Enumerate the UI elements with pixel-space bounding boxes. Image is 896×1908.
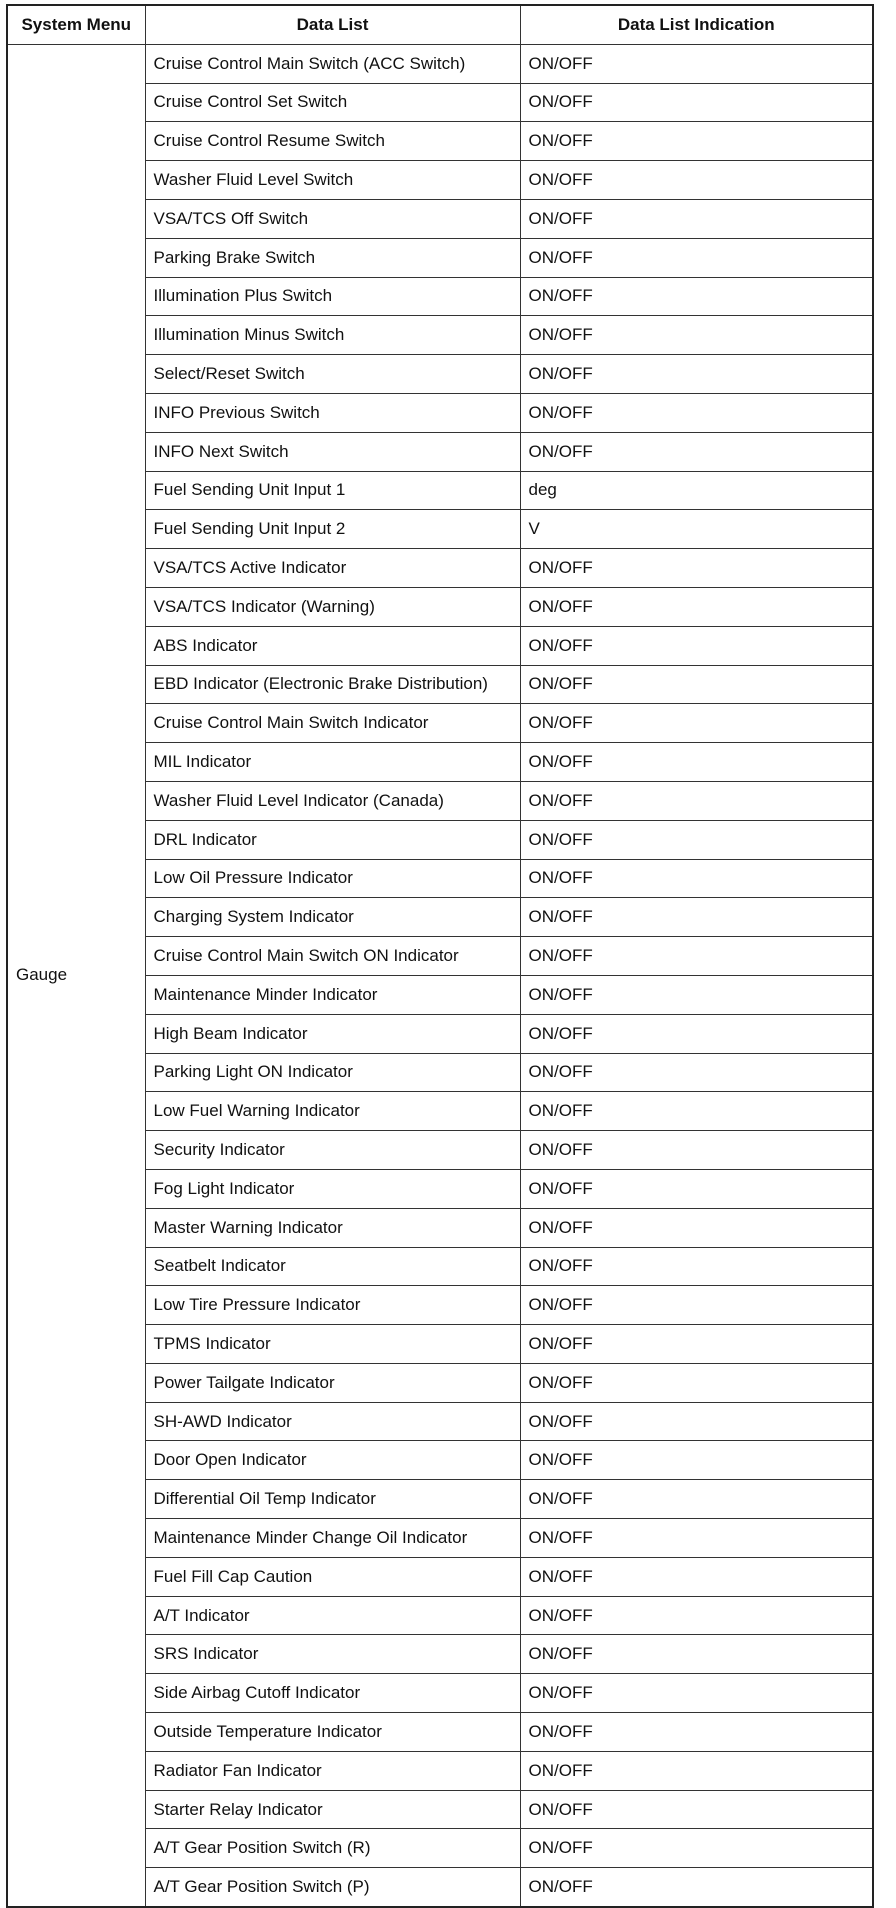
data-list-indication: ON/OFF: [520, 393, 873, 432]
data-list-indication: V: [520, 510, 873, 549]
header-system-menu: System Menu: [7, 5, 145, 44]
data-list-indication: ON/OFF: [520, 1247, 873, 1286]
data-list-indication: ON/OFF: [520, 820, 873, 859]
data-list-item: Fuel Fill Cap Caution: [145, 1557, 520, 1596]
data-list-item: Cruise Control Main Switch Indicator: [145, 704, 520, 743]
data-list-indication: ON/OFF: [520, 355, 873, 394]
data-list-item: SH-AWD Indicator: [145, 1402, 520, 1441]
data-list-item: Charging System Indicator: [145, 898, 520, 937]
data-list-indication: ON/OFF: [520, 1402, 873, 1441]
table-row: [7, 44, 873, 83]
system-menu-cell: Gauge: [7, 44, 145, 1907]
data-list-item: EBD Indicator (Electronic Brake Distribution): [145, 665, 520, 704]
data-list-indication: ON/OFF: [520, 1519, 873, 1558]
data-list-item: VSA/TCS Active Indicator: [145, 549, 520, 588]
data-list-item: Cruise Control Set Switch: [145, 83, 520, 122]
data-list-indication: deg: [520, 471, 873, 510]
data-list-indication: ON/OFF: [520, 238, 873, 277]
data-list-indication: ON/OFF: [520, 1441, 873, 1480]
data-list-item: DRL Indicator: [145, 820, 520, 859]
data-list-item: Washer Fluid Level Indicator (Canada): [145, 781, 520, 820]
data-list-item: INFO Previous Switch: [145, 393, 520, 432]
data-list-item: Cruise Control Main Switch (ACC Switch): [145, 44, 520, 83]
data-list-item: Master Warning Indicator: [145, 1208, 520, 1247]
table-body: [7, 44, 873, 1907]
data-list-item: VSA/TCS Indicator (Warning): [145, 587, 520, 626]
data-list-indication: ON/OFF: [520, 1131, 873, 1170]
data-list-item: SRS Indicator: [145, 1635, 520, 1674]
data-list-indication: ON/OFF: [520, 1829, 873, 1868]
data-list-indication: ON/OFF: [520, 316, 873, 355]
data-list-indication: ON/OFF: [520, 859, 873, 898]
data-list-item: Low Tire Pressure Indicator: [145, 1286, 520, 1325]
data-list-item: VSA/TCS Off Switch: [145, 199, 520, 238]
data-list-item: Seatbelt Indicator: [145, 1247, 520, 1286]
data-list-indication: ON/OFF: [520, 1868, 873, 1907]
data-list-indication: ON/OFF: [520, 1674, 873, 1713]
data-list-item: Fuel Sending Unit Input 2: [145, 510, 520, 549]
data-list-indication: ON/OFF: [520, 199, 873, 238]
data-list-item: Select/Reset Switch: [145, 355, 520, 394]
data-list-indication: ON/OFF: [520, 1363, 873, 1402]
data-list-indication: ON/OFF: [520, 937, 873, 976]
data-list-indication: ON/OFF: [520, 587, 873, 626]
data-list-item: Parking Light ON Indicator: [145, 1053, 520, 1092]
data-list-indication: ON/OFF: [520, 122, 873, 161]
data-list-indication: ON/OFF: [520, 1713, 873, 1752]
data-list-item: A/T Gear Position Switch (P): [145, 1868, 520, 1907]
data-list-item: Parking Brake Switch: [145, 238, 520, 277]
data-list-item: Radiator Fan Indicator: [145, 1751, 520, 1790]
data-list-indication: ON/OFF: [520, 549, 873, 588]
data-list-indication: ON/OFF: [520, 704, 873, 743]
data-list-indication: ON/OFF: [520, 161, 873, 200]
data-list-item: Outside Temperature Indicator: [145, 1713, 520, 1752]
data-list-indication: ON/OFF: [520, 277, 873, 316]
data-list-item: Illumination Minus Switch: [145, 316, 520, 355]
data-list-indication: ON/OFF: [520, 1635, 873, 1674]
data-list-indication: ON/OFF: [520, 1092, 873, 1131]
data-list-item: Security Indicator: [145, 1131, 520, 1170]
data-list-indication: ON/OFF: [520, 44, 873, 83]
data-list-indication: ON/OFF: [520, 898, 873, 937]
data-list-indication: ON/OFF: [520, 743, 873, 782]
data-list-indication: ON/OFF: [520, 1169, 873, 1208]
data-list-indication: ON/OFF: [520, 1790, 873, 1829]
data-list-item: Differential Oil Temp Indicator: [145, 1480, 520, 1519]
data-list-item: Fuel Sending Unit Input 1: [145, 471, 520, 510]
data-list-item: Low Fuel Warning Indicator: [145, 1092, 520, 1131]
data-list-item: Cruise Control Main Switch ON Indicator: [145, 937, 520, 976]
data-list-item: Starter Relay Indicator: [145, 1790, 520, 1829]
data-list-indication: ON/OFF: [520, 626, 873, 665]
data-list-item: Illumination Plus Switch: [145, 277, 520, 316]
data-list-item: Maintenance Minder Change Oil Indicator: [145, 1519, 520, 1558]
data-list-indication: ON/OFF: [520, 975, 873, 1014]
data-list-indication: ON/OFF: [520, 1053, 873, 1092]
data-list-item: A/T Gear Position Switch (R): [145, 1829, 520, 1868]
header-row: [7, 5, 873, 44]
data-list-indication: ON/OFF: [520, 781, 873, 820]
data-list-item: Cruise Control Resume Switch: [145, 122, 520, 161]
data-list-indication: ON/OFF: [520, 1325, 873, 1364]
header-data-list-indication: Data List Indication: [520, 5, 873, 44]
data-list-indication: ON/OFF: [520, 665, 873, 704]
data-list-indication: ON/OFF: [520, 1014, 873, 1053]
data-list-table: [6, 4, 874, 1908]
data-list-item: Washer Fluid Level Switch: [145, 161, 520, 200]
data-list-indication: ON/OFF: [520, 1557, 873, 1596]
header-data-list: Data List: [145, 5, 520, 44]
data-list-item: Maintenance Minder Indicator: [145, 975, 520, 1014]
data-list-indication: ON/OFF: [520, 1208, 873, 1247]
data-list-indication: ON/OFF: [520, 83, 873, 122]
data-list-indication: ON/OFF: [520, 1286, 873, 1325]
data-list-item: Door Open Indicator: [145, 1441, 520, 1480]
data-list-item: INFO Next Switch: [145, 432, 520, 471]
data-list-indication: ON/OFF: [520, 1596, 873, 1635]
data-list-item: A/T Indicator: [145, 1596, 520, 1635]
data-list-item: ABS Indicator: [145, 626, 520, 665]
data-list-item: High Beam Indicator: [145, 1014, 520, 1053]
data-list-item: Fog Light Indicator: [145, 1169, 520, 1208]
data-list-item: Power Tailgate Indicator: [145, 1363, 520, 1402]
data-list-item: Low Oil Pressure Indicator: [145, 859, 520, 898]
data-list-indication: ON/OFF: [520, 432, 873, 471]
data-list-indication: ON/OFF: [520, 1480, 873, 1519]
data-list-indication: ON/OFF: [520, 1751, 873, 1790]
data-list-item: MIL Indicator: [145, 743, 520, 782]
data-list-item: Side Airbag Cutoff Indicator: [145, 1674, 520, 1713]
data-list-item: TPMS Indicator: [145, 1325, 520, 1364]
